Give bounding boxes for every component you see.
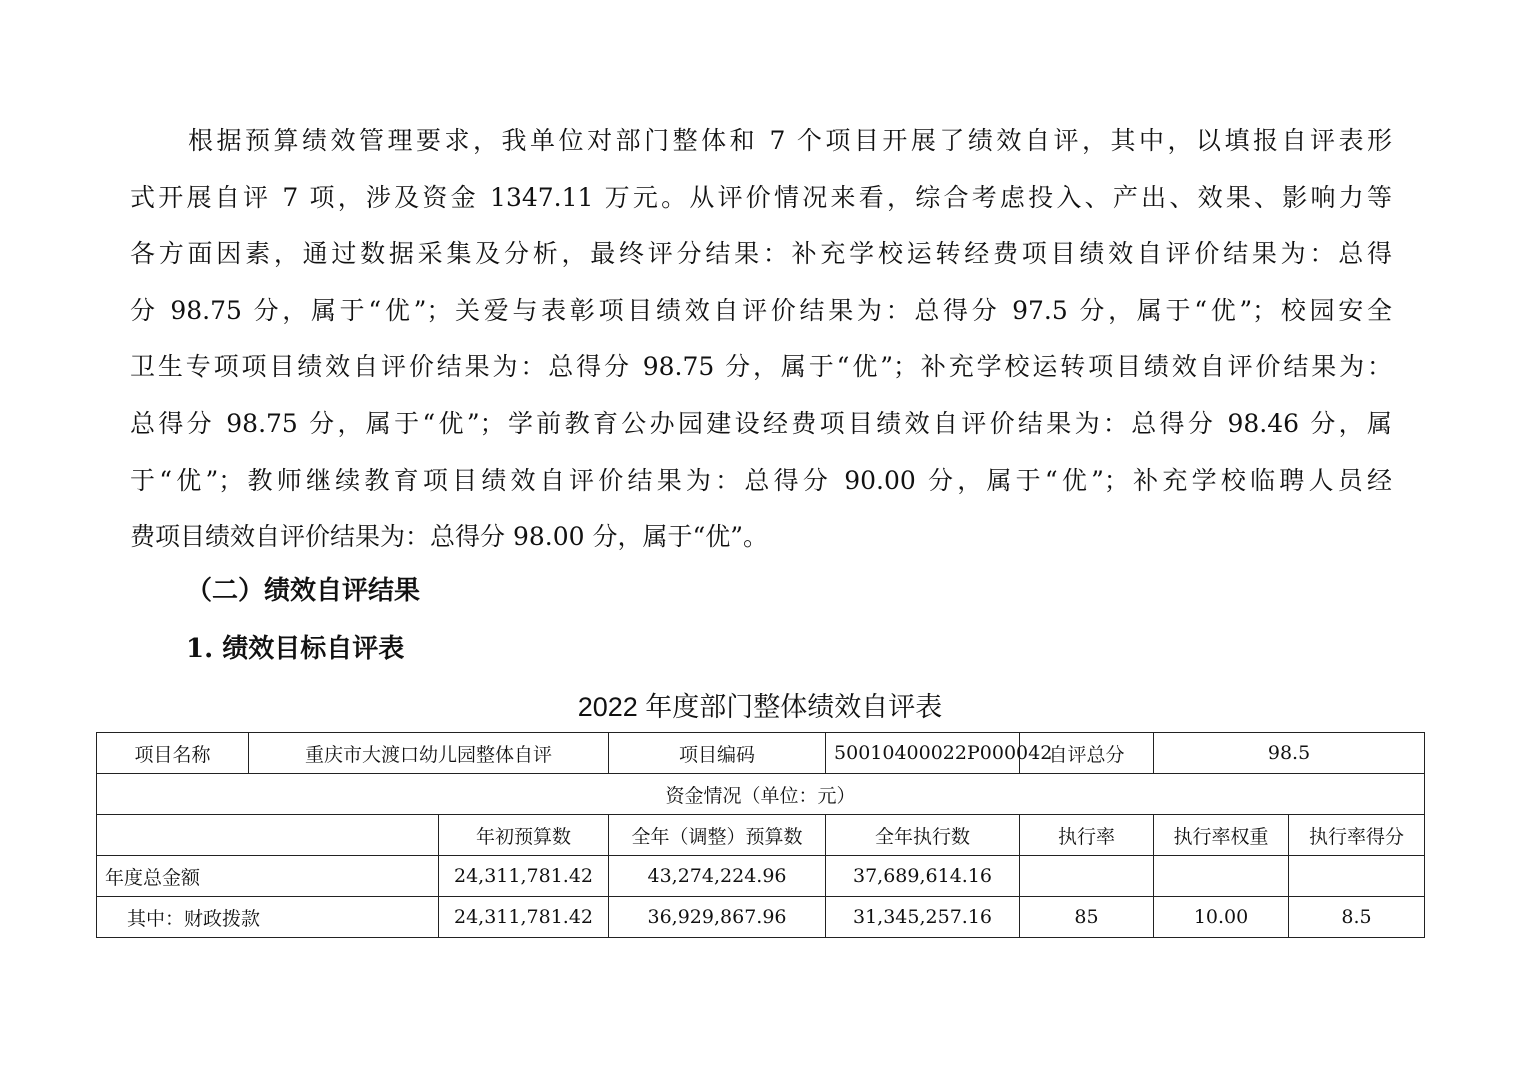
subsection-heading: 1. 绩效目标自评表 bbox=[186, 634, 405, 664]
table-row bbox=[97, 856, 1425, 897]
column-header: 执行率权重 bbox=[1154, 815, 1289, 856]
table-title: 2022 年度部门整体绩效自评表 bbox=[577, 692, 943, 722]
paragraph-line: 式开展自评 7 项，涉及资金 1347.11 万元。从评价情况来看，综合考虑投入、产出、效果、影响力等 bbox=[130, 182, 1392, 212]
section-heading: （二）绩效自评结果 bbox=[186, 576, 421, 606]
column-header: 年初预算数 bbox=[439, 815, 609, 856]
paragraph-line: 卫生专项项目绩效自评价结果为：总得分 98.75 分，属于“优”；补充学校运转项目绩效自评价结果为： bbox=[130, 352, 1392, 382]
table-row bbox=[97, 897, 1425, 938]
table-row bbox=[97, 733, 1425, 774]
table-cell: 85 bbox=[1020, 897, 1154, 938]
column-header: 全年执行数 bbox=[826, 815, 1020, 856]
column-header: 执行率 bbox=[1020, 815, 1154, 856]
project-name-label: 项目名称 bbox=[97, 733, 249, 774]
project-name-value: 重庆市大渡口幼儿园整体自评 bbox=[249, 733, 609, 774]
performance-table bbox=[96, 732, 1425, 938]
paragraph-line: 根据预算绩效管理要求，我单位对部门整体和 7 个项目开展了绩效自评，其中，以填报自评表形 bbox=[188, 126, 1392, 155]
row-label: 其中：财政拨款 bbox=[97, 897, 439, 938]
column-header: 执行率得分 bbox=[1289, 815, 1425, 856]
funds-heading: 资金情况（单位：元） bbox=[97, 774, 1425, 815]
paragraph-line: 于“优”；教师继续教育项目绩效自评价结果为：总得分 90.00 分，属于“优”；补充学校临聘人员经 bbox=[130, 465, 1392, 495]
total-score-value: 98.5 bbox=[1154, 733, 1425, 774]
table-cell: 43,274,224.96 bbox=[609, 856, 826, 897]
row-label: 年度总金额 bbox=[97, 856, 439, 897]
table-cell bbox=[1289, 856, 1425, 897]
column-header: 全年（调整）预算数 bbox=[609, 815, 826, 856]
table-header-row bbox=[97, 815, 1425, 856]
table-cell: 31,345,257.16 bbox=[826, 897, 1020, 938]
total-score-label: 自评总分 bbox=[1020, 733, 1154, 774]
table-cell bbox=[1154, 856, 1289, 897]
intro-paragraph bbox=[130, 113, 1392, 566]
table-row bbox=[97, 774, 1425, 815]
table-cell bbox=[1020, 856, 1154, 897]
paragraph-line: 总得分 98.75 分，属于“优”；学前教育公办园建设经费项目绩效自评价结果为：总得分 98.46 分，属 bbox=[130, 408, 1392, 438]
project-code-value: 50010400022P000042 bbox=[826, 733, 1020, 774]
table-cell: 10.00 bbox=[1154, 897, 1289, 938]
paragraph-line: 各方面因素，通过数据采集及分析，最终评分结果：补充学校运转经费项目绩效自评价结果为：总得 bbox=[130, 239, 1392, 269]
column-header bbox=[97, 815, 439, 856]
table-cell: 8.5 bbox=[1289, 897, 1425, 938]
paragraph-line: 分 98.75 分，属于“优”；关爱与表彰项目绩效自评价结果为：总得分 97.5 分，属于“优”；校园安全 bbox=[130, 295, 1392, 325]
table-cell: 37,689,614.16 bbox=[826, 856, 1020, 897]
table-cell: 36,929,867.96 bbox=[609, 897, 826, 938]
project-code-label: 项目编码 bbox=[609, 733, 826, 774]
paragraph-line: 费项目绩效自评价结果为：总得分 98.00 分，属于“优”。 bbox=[130, 522, 769, 552]
table-cell: 24,311,781.42 bbox=[439, 897, 609, 938]
table-cell: 24,311,781.42 bbox=[439, 856, 609, 897]
